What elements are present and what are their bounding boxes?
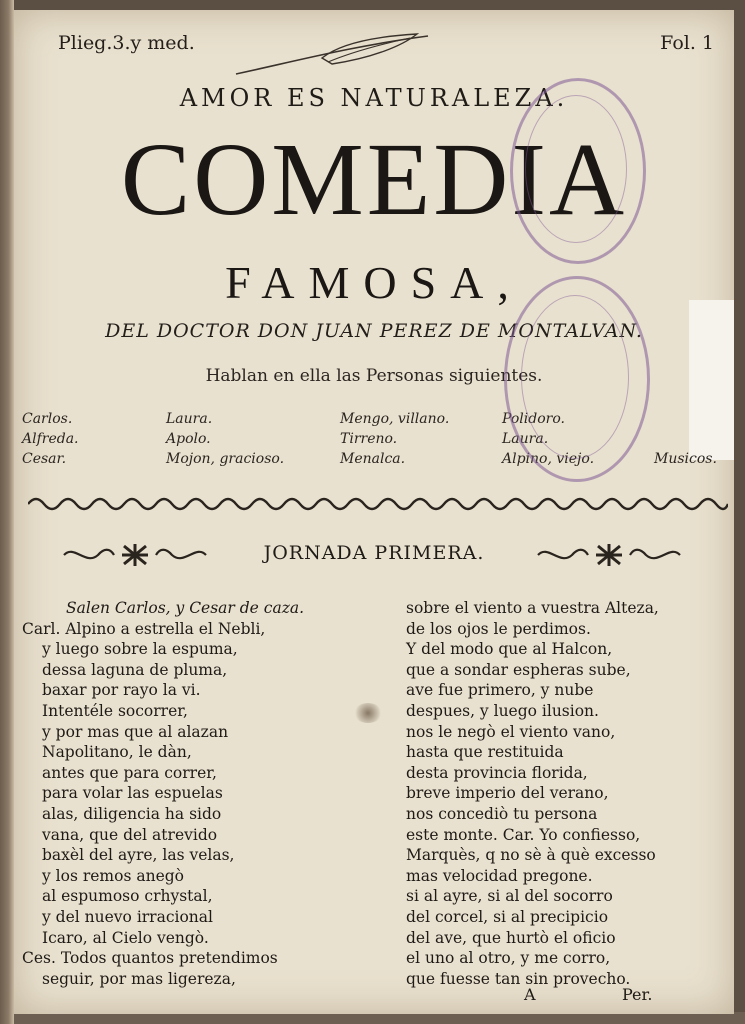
- verse-line: nos le negò el viento vano,: [406, 722, 616, 741]
- document-page: [14, 10, 734, 1014]
- cast-name: Menalca.: [340, 451, 406, 467]
- cast-name: Polidoro.: [502, 411, 565, 427]
- verse-line: Napolitano, le dàn,: [42, 743, 192, 762]
- verse-line: ave fue primero, y nube: [406, 681, 594, 700]
- verse-line: nos concediò tu persona: [406, 804, 598, 823]
- verse-line: mas velocidad pregone.: [406, 866, 593, 885]
- cast-name: Laura.: [502, 431, 549, 447]
- verse-line: que fuesse tan sin provecho.: [406, 969, 631, 988]
- verse-line: seguir, por mas ligereza,: [42, 969, 236, 988]
- left-text-column: [22, 598, 304, 989]
- verse-line: y los remos anegò: [42, 866, 184, 885]
- verse-line: si al ayre, si al del socorro: [406, 887, 613, 906]
- page-title: COMEDIA: [120, 122, 628, 237]
- section-heading: JORNADA PRIMERA.: [263, 542, 485, 564]
- verse-line: y por mas que al alazan: [42, 722, 229, 741]
- verse-line: vana, que del atrevido: [42, 825, 218, 844]
- stage-direction: Salen Carlos, y Cesar de caza.: [66, 599, 305, 617]
- speakers-intro: Hablan en ella las Personas siguientes.: [205, 366, 543, 386]
- cast-column-2: [166, 409, 284, 469]
- cast-name: Alpino, viejo.: [502, 451, 595, 467]
- verse-line: que a sondar espheras sube,: [406, 660, 631, 679]
- verse-line: Intentéle socorrer,: [42, 701, 188, 720]
- verse-line: despues, y luego ilusion.: [406, 701, 599, 720]
- signature-mark: Plieg.3.y med.: [58, 32, 195, 54]
- verse-line: antes que para correr,: [42, 763, 217, 782]
- handwritten-flourish: [232, 32, 432, 82]
- fleuron-ornament-right: [534, 542, 684, 568]
- verse-line: Y del modo que al Halcon,: [406, 640, 613, 659]
- verse-line: este monte. Car. Yo confiesso,: [406, 825, 641, 844]
- library-stamp-inner-ring: [521, 295, 629, 459]
- verse-line: dessa laguna de pluma,: [42, 660, 228, 679]
- verse-line: de los ojos le perdimos.: [406, 619, 591, 638]
- verse-line: Icaro, al Cielo vengò.: [42, 928, 209, 947]
- ornamental-divider: [28, 494, 728, 514]
- verse-line: breve imperio del verano,: [406, 784, 609, 803]
- signature-mark-bottom: A: [524, 985, 536, 1004]
- verse-line: al espumoso crhystal,: [42, 887, 213, 906]
- verse-line: Marquès, q no sè à què excesso: [406, 846, 656, 865]
- verse-line: alas, diligencia ha sido: [42, 804, 222, 823]
- title-famosa: FAMOSA,: [225, 257, 523, 308]
- verse-line: del corcel, si al precipicio: [406, 907, 609, 926]
- verse-line: sobre el viento a vuestra Alteza,: [406, 599, 659, 617]
- ink-blot: [354, 703, 382, 723]
- cast-name: Mojon, gracioso.: [166, 451, 285, 467]
- verse-line: Ces. Todos quantos pretendimos: [22, 949, 278, 968]
- author-line: DEL DOCTOR DON JUAN PEREZ DE MONTALVAN.: [105, 320, 643, 342]
- cast-name: Carlos.: [22, 411, 73, 427]
- verse-line: el uno al otro, y me corro,: [406, 949, 611, 968]
- play-subtitle: AMOR ES NATURALEZA.: [179, 84, 569, 112]
- cast-name: Mengo, villano.: [340, 411, 450, 427]
- verse-line: del ave, que hurtò el oficio: [406, 928, 616, 947]
- right-text-column: [406, 598, 659, 989]
- verse-line: baxar por rayo la vi.: [42, 681, 201, 700]
- cast-name: Alfreda.: [22, 431, 79, 447]
- verse-line: y luego sobre la espuma,: [42, 640, 238, 659]
- cast-name: Laura.: [166, 411, 213, 427]
- cast-name: Cesar.: [22, 451, 67, 467]
- verse-line: hasta que restituida: [406, 743, 564, 762]
- folio-number: Fol. 1: [660, 32, 714, 54]
- cast-name: Apolo.: [166, 431, 211, 447]
- library-stamp: [510, 78, 646, 264]
- verse-line: y del nuevo irracional: [42, 907, 213, 926]
- verse-line: desta provincia florida,: [406, 763, 588, 782]
- verse-line: para volar las espuelas: [42, 784, 223, 803]
- catchword: Per.: [622, 985, 653, 1004]
- cast-name-musicos: Musicos.: [654, 451, 717, 467]
- library-stamp: [504, 276, 650, 482]
- page-edge-left: [0, 0, 14, 1024]
- verse-line: baxèl del ayre, las velas,: [42, 846, 235, 865]
- cast-name: Tirreno.: [340, 431, 398, 447]
- cast-column-1: [22, 409, 79, 469]
- cast-column-3: [340, 409, 449, 469]
- verse-line: Carl. Alpino a estrella el Nebli,: [22, 619, 266, 638]
- library-stamp-inner-ring: [525, 95, 627, 243]
